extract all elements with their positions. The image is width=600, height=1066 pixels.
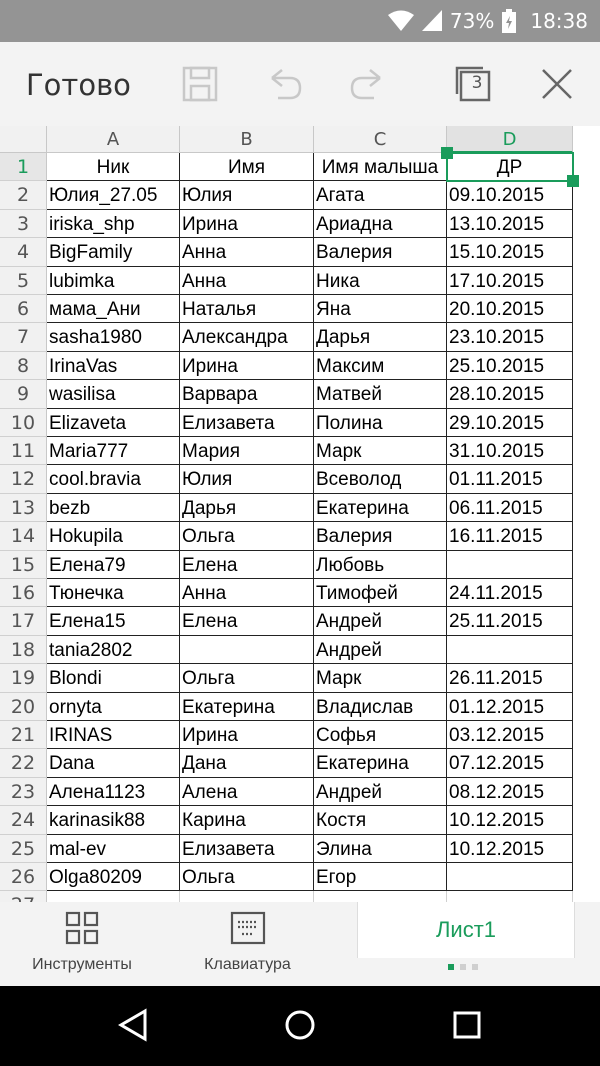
table-cell[interactable]: 28.10.2015: [447, 380, 573, 408]
header-cell[interactable]: Ник: [47, 153, 180, 181]
row-header[interactable]: 15: [0, 551, 47, 579]
table-cell[interactable]: Матвей: [314, 380, 447, 408]
select-all-corner[interactable]: [0, 126, 47, 153]
table-cell[interactable]: tania2802: [47, 636, 180, 664]
table-cell[interactable]: 10.12.2015: [447, 806, 573, 834]
column-header-d[interactable]: D: [447, 126, 573, 153]
page-dot-active: [448, 964, 454, 970]
page-dot: [460, 964, 466, 970]
table-cell[interactable]: 25.10.2015: [447, 352, 573, 380]
table-cell[interactable]: Александра: [180, 323, 314, 351]
row-header[interactable]: 6: [0, 295, 47, 323]
table-cell[interactable]: Юлия_27.05: [47, 181, 180, 209]
table-cell[interactable]: Екатерина: [314, 494, 447, 522]
status-bar: [0, 0, 600, 42]
sheets-button[interactable]: [453, 64, 493, 104]
table-cell[interactable]: Анна: [180, 267, 314, 295]
table-cell[interactable]: Ирина: [180, 210, 314, 238]
table-cell[interactable]: Елизавета: [180, 409, 314, 437]
table-cell[interactable]: Варвара: [180, 380, 314, 408]
table-cell[interactable]: 15.10.2015: [447, 238, 573, 266]
close-icon[interactable]: [537, 64, 577, 104]
page-dot: [472, 964, 478, 970]
column-header-a[interactable]: A: [47, 126, 180, 153]
table-cell[interactable]: мама_Ани: [47, 295, 180, 323]
table-cell[interactable]: Hokupila: [47, 522, 180, 550]
row-header[interactable]: 11: [0, 437, 47, 465]
selection-handle-end[interactable]: [567, 175, 579, 187]
row-header[interactable]: 7: [0, 323, 47, 351]
table-cell[interactable]: Ольга: [180, 863, 314, 891]
table-cell[interactable]: [180, 636, 314, 664]
row-header[interactable]: 17: [0, 607, 47, 635]
table-cell[interactable]: Агата: [314, 181, 447, 209]
home-icon[interactable]: [284, 1008, 316, 1042]
table-cell[interactable]: wasilisa: [47, 380, 180, 408]
table-cell[interactable]: mal-ev: [47, 835, 180, 863]
row-header[interactable]: 24: [0, 806, 47, 834]
table-cell[interactable]: 25.11.2015: [447, 607, 573, 635]
table-cell[interactable]: Марк: [314, 664, 447, 692]
row-header[interactable]: 22: [0, 749, 47, 777]
table-cell[interactable]: lubimka: [47, 267, 180, 295]
table-cell[interactable]: 13.10.2015: [447, 210, 573, 238]
undo-icon[interactable]: [264, 64, 304, 104]
table-cell[interactable]: Dana: [47, 749, 180, 777]
table-cell[interactable]: Владислав: [314, 693, 447, 721]
table-cell[interactable]: Егор: [314, 863, 447, 891]
column-header-c[interactable]: C: [314, 126, 447, 153]
redo-icon[interactable]: [348, 64, 388, 104]
table-cell[interactable]: Ариадна: [314, 210, 447, 238]
table-cell[interactable]: sasha1980: [47, 323, 180, 351]
table-cell[interactable]: IRINAS: [47, 721, 180, 749]
table-cell[interactable]: Ирина: [180, 352, 314, 380]
save-icon[interactable]: [180, 64, 220, 104]
table-cell[interactable]: Ника: [314, 267, 447, 295]
table-cell[interactable]: BigFamily: [47, 238, 180, 266]
table-cell[interactable]: Максим: [314, 352, 447, 380]
table-cell[interactable]: karinasik88: [47, 806, 180, 834]
table-cell[interactable]: [447, 551, 573, 579]
table-cell[interactable]: 24.11.2015: [447, 579, 573, 607]
keyboard-icon: [230, 910, 266, 946]
row-header[interactable]: 13: [0, 494, 47, 522]
table-cell[interactable]: 29.10.2015: [447, 409, 573, 437]
table-cell[interactable]: Андрей: [314, 636, 447, 664]
table-cell[interactable]: Анна: [180, 238, 314, 266]
table-cell[interactable]: Тимофей: [314, 579, 447, 607]
table-cell[interactable]: Элина: [314, 835, 447, 863]
row-header[interactable]: 23: [0, 778, 47, 806]
selection-handle-start[interactable]: [441, 147, 453, 159]
page-indicator: [448, 964, 478, 970]
row-header[interactable]: 19: [0, 664, 47, 692]
table-cell[interactable]: [447, 636, 573, 664]
table-cell[interactable]: Алена1123: [47, 778, 180, 806]
wifi-icon: [388, 10, 414, 32]
table-cell[interactable]: Екатерина: [314, 749, 447, 777]
table-cell[interactable]: iriska_shp: [47, 210, 180, 238]
row-header[interactable]: 14: [0, 522, 47, 550]
table-cell[interactable]: Елена: [180, 607, 314, 635]
row-header[interactable]: 18: [0, 636, 47, 664]
row-header[interactable]: 3: [0, 210, 47, 238]
table-cell[interactable]: 07.12.2015: [447, 749, 573, 777]
table-cell[interactable]: Тюнечка: [47, 579, 180, 607]
table-cell[interactable]: 01.11.2015: [447, 465, 573, 493]
top-toolbar: [0, 42, 600, 126]
row-header[interactable]: 21: [0, 721, 47, 749]
table-cell[interactable]: ornyta: [47, 693, 180, 721]
row-header[interactable]: 5: [0, 267, 47, 295]
table-cell[interactable]: Елена: [180, 551, 314, 579]
column-header-b[interactable]: B: [180, 126, 314, 153]
table-cell[interactable]: Марк: [314, 437, 447, 465]
table-cell[interactable]: Валерия: [314, 522, 447, 550]
keyboard-button[interactable]: [190, 910, 305, 974]
table-cell[interactable]: Всеволод: [314, 465, 447, 493]
table-cell[interactable]: Maria777: [47, 437, 180, 465]
table-cell[interactable]: 10.12.2015: [447, 835, 573, 863]
battery-icon: [502, 9, 516, 33]
header-cell[interactable]: ДР: [447, 153, 573, 181]
row-header[interactable]: 9: [0, 380, 47, 408]
table-cell[interactable]: Ирина: [180, 721, 314, 749]
table-cell[interactable]: Юлия: [180, 465, 314, 493]
row-header[interactable]: 1: [0, 153, 47, 181]
clock: 18:38: [530, 9, 588, 33]
table-cell[interactable]: Андрей: [314, 778, 447, 806]
table-cell[interactable]: Карина: [180, 806, 314, 834]
table-cell[interactable]: Мария: [180, 437, 314, 465]
table-cell[interactable]: 16.11.2015: [447, 522, 573, 550]
row-header[interactable]: 25: [0, 835, 47, 863]
table-cell[interactable]: 17.10.2015: [447, 267, 573, 295]
table-cell[interactable]: Полина: [314, 409, 447, 437]
done-button[interactable]: Готово: [26, 68, 131, 102]
sheet-tab-list1[interactable]: Лист1: [357, 902, 575, 958]
row-header[interactable]: 8: [0, 352, 47, 380]
signal-icon: [422, 10, 442, 32]
table-cell[interactable]: Елена15: [47, 607, 180, 635]
table-cell[interactable]: 09.10.2015: [447, 181, 573, 209]
battery-percent: 73%: [449, 9, 495, 33]
table-cell[interactable]: Юлия: [180, 181, 314, 209]
table-cell[interactable]: Дарья: [314, 323, 447, 351]
table-cell[interactable]: 23.10.2015: [447, 323, 573, 351]
row-header[interactable]: 20: [0, 693, 47, 721]
bottom-bar: [0, 902, 600, 986]
header-cell[interactable]: Имя: [180, 153, 314, 181]
back-icon[interactable]: [117, 1008, 149, 1042]
navigation-bar: [0, 986, 600, 1066]
table-cell[interactable]: bezb: [47, 494, 180, 522]
table-cell[interactable]: Костя: [314, 806, 447, 834]
table-cell[interactable]: 08.12.2015: [447, 778, 573, 806]
row-header[interactable]: 26: [0, 863, 47, 891]
table-cell[interactable]: Любовь: [314, 551, 447, 579]
table-cell[interactable]: Наталья: [180, 295, 314, 323]
tools-button[interactable]: [18, 910, 146, 974]
table-cell[interactable]: 31.10.2015: [447, 437, 573, 465]
table-cell[interactable]: Ольга: [180, 664, 314, 692]
table-cell[interactable]: 26.11.2015: [447, 664, 573, 692]
table-cell[interactable]: Дана: [180, 749, 314, 777]
table-cell[interactable]: 01.12.2015: [447, 693, 573, 721]
sheets-count: 3: [471, 73, 483, 93]
table-cell[interactable]: Андрей: [314, 607, 447, 635]
grid-tools-icon: [64, 910, 100, 946]
spreadsheet-grid[interactable]: [0, 126, 600, 902]
table-cell[interactable]: 03.12.2015: [447, 721, 573, 749]
table-cell[interactable]: Софья: [314, 721, 447, 749]
table-cell[interactable]: Blondi: [47, 664, 180, 692]
table-cell[interactable]: 06.11.2015: [447, 494, 573, 522]
recents-icon[interactable]: [452, 1010, 482, 1040]
table-cell[interactable]: cool.bravia: [47, 465, 180, 493]
table-cell[interactable]: Анна: [180, 579, 314, 607]
table-cell[interactable]: Екатерина: [180, 693, 314, 721]
row-header[interactable]: 16: [0, 579, 47, 607]
table-cell[interactable]: [447, 863, 573, 891]
table-cell[interactable]: Ольга: [180, 522, 314, 550]
table-cell[interactable]: Дарья: [180, 494, 314, 522]
row-header[interactable]: 2: [0, 181, 47, 209]
row-header[interactable]: 10: [0, 409, 47, 437]
row-header[interactable]: 4: [0, 238, 47, 266]
table-cell[interactable]: Алена: [180, 778, 314, 806]
table-cell[interactable]: 20.10.2015: [447, 295, 573, 323]
table-cell[interactable]: Яна: [314, 295, 447, 323]
table-cell[interactable]: IrinaVas: [47, 352, 180, 380]
table-cell[interactable]: Елена79: [47, 551, 180, 579]
table-cell[interactable]: Elizaveta: [47, 409, 180, 437]
tools-label: Инструменты: [32, 956, 132, 973]
table-cell[interactable]: Елизавета: [180, 835, 314, 863]
row-header[interactable]: 12: [0, 465, 47, 493]
keyboard-label: Клавиатура: [204, 956, 291, 973]
table-cell[interactable]: Валерия: [314, 238, 447, 266]
table-cell[interactable]: Olga80209: [47, 863, 180, 891]
header-cell[interactable]: Имя малыша: [314, 153, 447, 181]
